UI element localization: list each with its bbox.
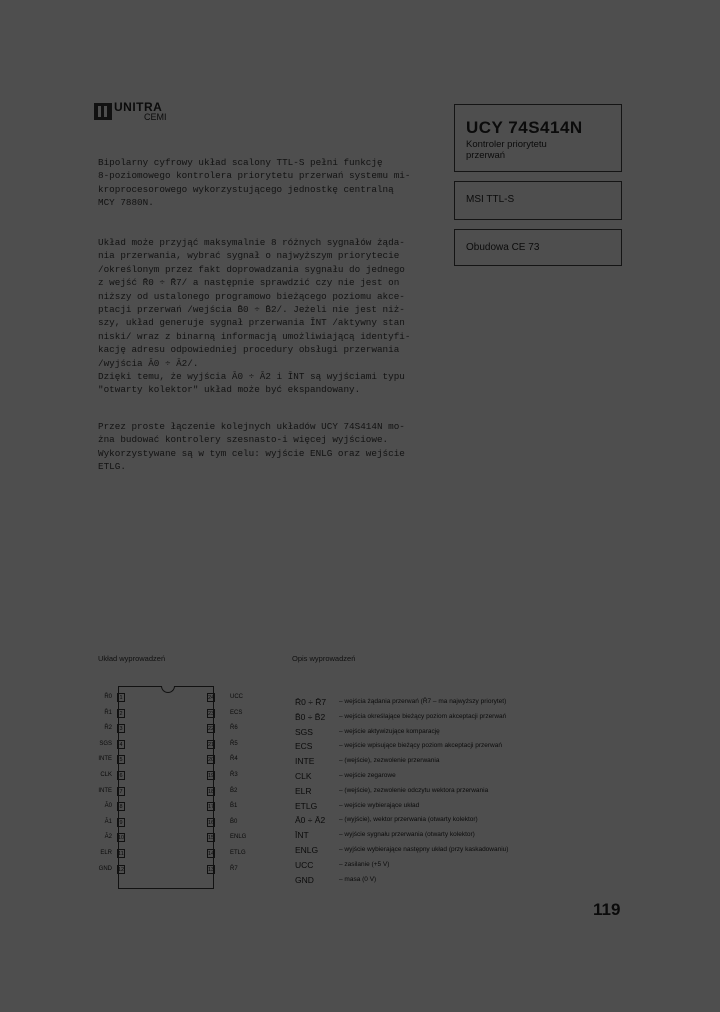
signal-description: – wejście wpisujące bieżący poziom akceptacji przerwań: [339, 742, 502, 750]
logo-name: UNITRA: [114, 100, 163, 114]
signal-name: Ā0 ÷ Ā2: [295, 815, 326, 826]
signal-name: B̄0 ÷ B̄2: [295, 711, 326, 722]
signal-name: GND: [295, 874, 314, 885]
pin-right-name: UCC: [230, 694, 243, 700]
unitra-logo: [94, 100, 184, 124]
pin-right-name: R̄5: [230, 740, 238, 747]
signal-name: UCC: [295, 859, 314, 870]
signal-description: – (wejście), zezwolenie odczytu wektora przerwania: [339, 786, 489, 794]
pin-left-number: 11: [118, 851, 124, 857]
pin-right-number: 21: [208, 741, 215, 748]
pin-right-number: 19: [208, 773, 215, 779]
part-description-line1: Kontroler priorytetu: [466, 139, 547, 150]
pin-right-name: B̄1: [230, 803, 238, 810]
logo-sub: CEMI: [144, 112, 167, 122]
pin-left-number: 9: [117, 818, 125, 827]
signal-description: – (wyjście), wektor przerwania (otwarty kolektor): [339, 816, 478, 824]
pin-left-number: 7: [117, 787, 125, 796]
pin-left-name: GND: [98, 865, 112, 872]
pin-left-name: SGS: [99, 740, 112, 747]
signal-description: – wejście aktywizujące komparację: [339, 727, 440, 735]
signal-name: SGS: [295, 726, 313, 737]
signal-name: ELR: [295, 785, 312, 796]
signal-description: – wejścia żądania przerwań (R̄7 – ma najwyższy priorytet): [339, 698, 507, 705]
pin-left-number: 1: [117, 693, 125, 702]
pin-left-number: 3: [117, 724, 125, 733]
pin-right-name: R̄3: [230, 772, 238, 778]
part-description: [466, 139, 606, 161]
signal-name: ECS: [295, 741, 313, 752]
pin-right-number: 20: [208, 757, 215, 764]
signal-name: R̄0 ÷ R̄7: [295, 697, 327, 707]
pin-right-number: 17: [208, 804, 215, 811]
signal-description: – wyjście wybierające następny układ (przy kaskadowaniu): [339, 846, 509, 853]
signal-name: CLK: [295, 771, 312, 781]
pin-left-name: CLK: [100, 772, 112, 778]
signal-description: – (wejście), zezwolenie przerwania: [339, 757, 440, 765]
pinout-heading: Układ wyprowadzeń: [98, 654, 166, 663]
pin-right-name: ETLG: [230, 850, 246, 856]
signal-name: ETLG: [295, 800, 318, 811]
pin-left-number: 4: [117, 740, 125, 749]
part-number: UCY 74S414N: [466, 118, 583, 137]
signal-name: ENLG: [295, 845, 319, 855]
paragraph-cascading: Przez proste łączenie kolejnych układów UCY 74S414N mo- żna budować kontrolery szesnasto-i więcej wyjściowe. Wykorzystywane są w tym celu: wyjście ENLG oraz wejście ETLG.: [98, 421, 405, 473]
pin-left-name: ELR: [100, 850, 112, 856]
pin-left-number: 6: [117, 771, 125, 780]
pin-left-name: INTE: [98, 787, 112, 794]
pin-left-number: 2: [117, 709, 125, 718]
part-title-box: [454, 104, 622, 172]
pin-right-name: B̄0: [230, 818, 238, 825]
paragraph-intro: Bipolarny cyfrowy układ scalony TTL-S pełni funkcję 8-poziomowego kontrolera priorytetu przerwań systemu mi- kroprocesorowego wykorzystującego jednostkę centralną MCY 7880N.: [98, 157, 411, 209]
unitra-logo-icon: [94, 103, 112, 120]
signal-description: – wejście zegarowe: [339, 772, 396, 779]
family-label: MSI TTL-S: [466, 194, 515, 205]
pin-left-number: 5: [117, 755, 125, 764]
page-number: 119: [593, 900, 621, 919]
pin-right-name: ECS: [230, 709, 243, 716]
chip-package: [118, 686, 214, 889]
pin-right-number: 24: [208, 695, 215, 701]
pin-left-name: R̄0: [104, 694, 112, 700]
case-label: Obudowa CE 73: [466, 242, 540, 253]
pin-left-number: 12: [118, 866, 125, 873]
pin-right-number: 18: [208, 788, 215, 795]
signal-description: – wejścia określające bieżący poziom akceptacji przerwań: [339, 712, 507, 720]
pin-right-number: 13: [208, 866, 215, 873]
pin-left-name: Ā1: [104, 818, 112, 825]
pin-right-name: R̄6: [230, 725, 238, 732]
family-box: [454, 181, 622, 220]
pin-left-name: R̄1: [104, 709, 112, 716]
pin-right-name: R̄4: [230, 756, 238, 763]
signal-description: – wejście wybierające układ: [339, 801, 420, 809]
signal-name: INTE: [295, 756, 315, 767]
signal-name: ĪNT: [295, 830, 309, 841]
pin-left-name: INTE: [98, 756, 112, 763]
pin-left-name: R̄2: [104, 725, 112, 732]
pin-right-number: 22: [208, 726, 215, 733]
pin-right-number: 16: [208, 819, 215, 826]
signal-description: – masa (0 V): [339, 875, 377, 883]
pin-left-name: Ā0: [104, 803, 112, 810]
pin-left-name: Ā2: [104, 834, 112, 841]
pin-right-name: B̄2: [230, 787, 238, 794]
pin-left-number: 10: [118, 835, 125, 842]
chip-notch: [161, 686, 175, 693]
pin-right-name: ENLG: [230, 834, 247, 841]
paragraph-operation: Układ może przyjąć maksymalnie 8 różnych sygnałów żąda- nia przerwania, wybrać sygnał o najwyższym priorytecie /określonym przez fakt doprowadzania sygnału do jednego z wejść R̄0 ÷ R̄7/ a następnie sprawdzić czy nie jest on niższy od ustalonego programowo bieżącego poziomu akce- ptacji przerwań /wejścia B̄0 ÷ B̄2/. Jeżeli nie jest niż- szy, układ generuje sygnał przerwania ĪNT /aktywny stan niski/ wraz z binarną informacją umożliwiającą identyfi- kację adresu odpowiedniej procedury obsługi przerwania /wyjścia Ā0 ÷ Ā2/. Dzięki temu, że wyjścia Ā0 ÷ Ā2 i ĪNT są wyjściami typu "otwarty kolektor" układ może być ekspandowany.: [98, 237, 411, 396]
signal-description: – zasilanie (+5 V): [339, 860, 390, 868]
pin-description-heading: Opis wyprowadzeń: [292, 654, 356, 663]
case-box: [454, 229, 622, 266]
pin-right-number: 15: [208, 835, 215, 842]
pin-right-name: R̄7: [230, 865, 238, 872]
pin-right-number: 14: [208, 851, 215, 857]
pin-right-number: 23: [208, 710, 215, 717]
part-description-line2: przerwań: [466, 150, 506, 161]
signal-description: – wyjście sygnału przerwania (otwarty kolektor): [339, 831, 475, 839]
pin-left-number: 8: [117, 802, 125, 811]
